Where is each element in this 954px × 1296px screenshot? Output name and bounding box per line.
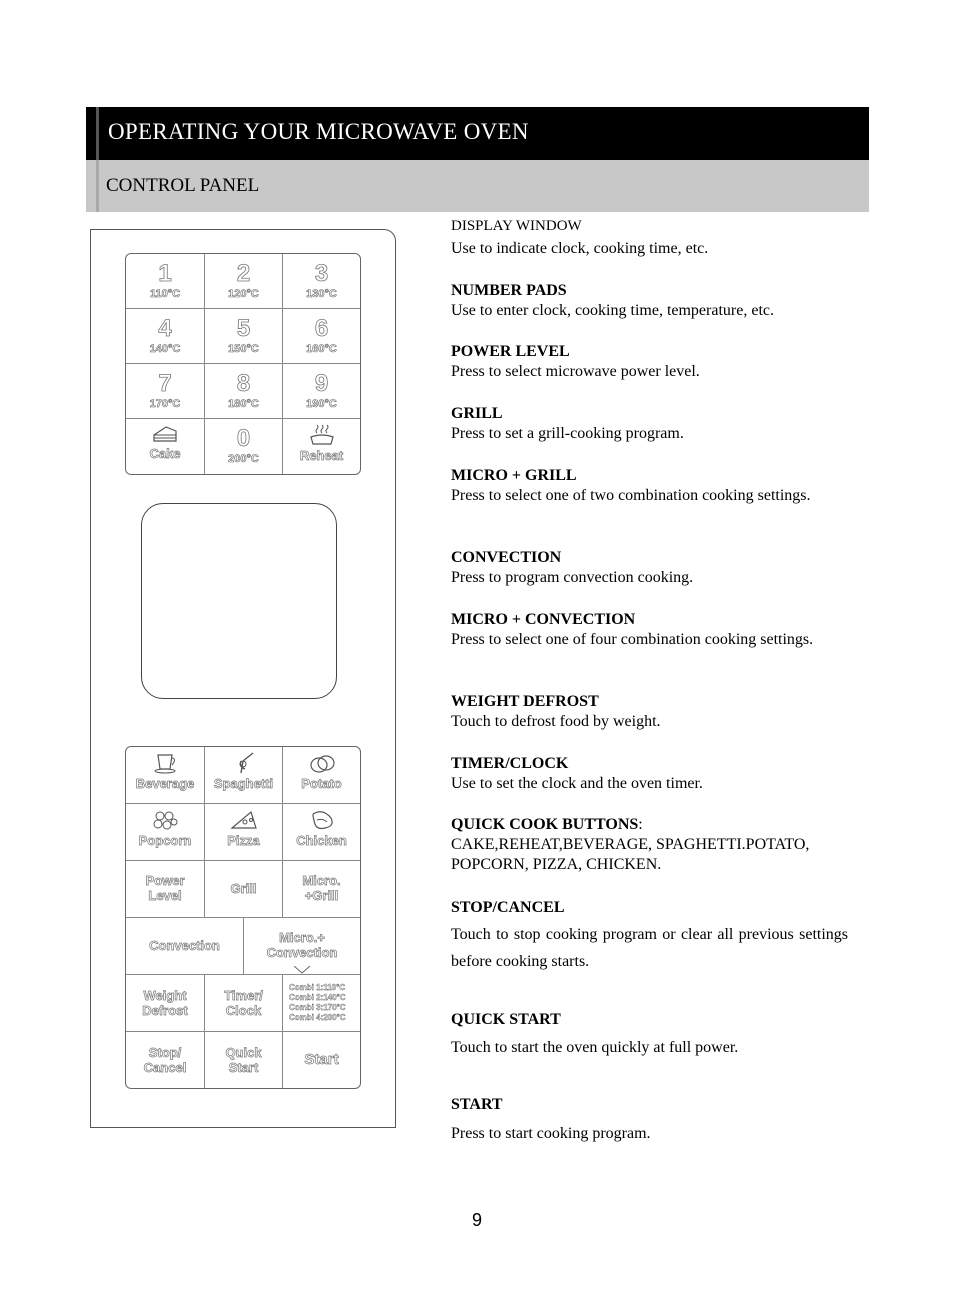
pad-number: 5: [236, 315, 251, 342]
function-button-grid: [125, 746, 361, 1089]
number-pad-9[interactable]: [283, 364, 360, 419]
pad-number: 6: [314, 315, 329, 342]
desc-title: WEIGHT DEFROST: [451, 693, 599, 710]
desc-text: Press to start cooking program.: [451, 1125, 651, 1142]
stop-cancel-label-2: Cancel: [143, 1060, 187, 1075]
beverage-button[interactable]: [126, 747, 205, 804]
desc-title: GRILL: [451, 405, 503, 422]
cake-label: Cake: [149, 446, 181, 461]
stop-cancel-label-1: Stop/: [148, 1045, 182, 1060]
number-pad-0[interactable]: [205, 419, 283, 474]
desc-micro-convection: [451, 610, 848, 650]
desc-text: Touch to start the oven quickly at full power.: [451, 1039, 739, 1056]
micro-convection-label-2: Convection: [266, 945, 338, 960]
pad-temperature: 170°C: [149, 398, 181, 410]
pad-number: 8: [236, 370, 251, 397]
popcorn-icon: [150, 808, 180, 832]
desc-grill: [451, 404, 848, 444]
desc-title: QUICK COOK BUTTONS: [451, 816, 639, 833]
combi-setting-4: Combi 4:200°C: [289, 1013, 346, 1022]
pizza-label: Pizza: [227, 833, 260, 848]
desc-title: MICRO + GRILL: [451, 467, 577, 484]
popcorn-label: Popcorn: [138, 833, 192, 848]
timer-clock-label-1: Timer/: [224, 988, 263, 1003]
timer-clock-label-2: Clock: [225, 1003, 262, 1018]
page-number: 9: [471, 1210, 482, 1230]
number-pad-grid: [125, 253, 361, 475]
fork-icon: [229, 751, 259, 775]
desc-title: MICRO + CONVECTION: [451, 611, 636, 628]
page-title: OPERATING YOUR MICROWAVE OVEN: [108, 119, 529, 144]
popcorn-button[interactable]: [126, 804, 205, 861]
weight-defrost-label-2: Defrost: [142, 1003, 188, 1018]
pad-temperature: 150°C: [228, 343, 259, 355]
chicken-label: Chicken: [296, 833, 347, 848]
pad-temperature: 110°C: [149, 288, 181, 300]
number-pad-7[interactable]: [126, 364, 205, 419]
desc-convection: [451, 548, 848, 588]
spaghetti-button[interactable]: [205, 747, 283, 804]
desc-title: NUMBER PADS: [451, 282, 567, 299]
desc-text: Use to enter clock, cooking time, temperature, etc.: [451, 302, 774, 319]
pad-temperature: 190°C: [306, 398, 337, 410]
weight-defrost-label-1: Weight: [143, 988, 187, 1003]
desc-weight-defrost: [451, 692, 848, 732]
subsection-header: [86, 160, 869, 212]
desc-title: START: [451, 1096, 503, 1113]
pad-temperature: 140°C: [149, 343, 181, 355]
micro-grill-label-2: +Grill: [304, 888, 339, 903]
micro-convection-label-1: Micro.+: [279, 930, 325, 945]
reheat-label: Reheat: [299, 448, 344, 463]
pad-temperature: 130°C: [306, 288, 337, 300]
timer-clock-button[interactable]: [205, 975, 283, 1032]
convection-label: Convection: [149, 938, 220, 953]
desc-power-level: [451, 342, 848, 382]
desc-title: TIMER/CLOCK: [451, 755, 569, 772]
combi-setting-2: Combi 2:140°C: [289, 993, 346, 1002]
reheat-button[interactable]: [283, 419, 360, 474]
pad-number: 2: [236, 260, 251, 287]
weight-defrost-button[interactable]: [126, 975, 205, 1032]
desc-text: Press to set a grill-cooking program.: [451, 425, 684, 442]
desc-text: Use to indicate clock, cooking time, etc.: [451, 240, 709, 257]
number-pad-2[interactable]: [205, 254, 283, 309]
desc-title: POWER LEVEL: [451, 343, 570, 360]
grill-button[interactable]: [205, 861, 283, 918]
pad-temperature: 180°C: [228, 398, 259, 410]
subheader-accent-bar: [96, 160, 99, 212]
pad-number: 3: [314, 260, 329, 287]
combi-setting-1: Combi 1:110°C: [289, 983, 346, 992]
desc-number-pads: [451, 281, 848, 321]
pizza-icon: [229, 808, 259, 832]
desc-display-window: [451, 216, 848, 259]
spaghetti-label: Spaghetti: [213, 776, 274, 791]
display-window: [141, 503, 337, 699]
combi-settings-panel: [283, 975, 360, 1032]
desc-text: Touch to stop cooking program or clear all previous settings before cooking starts.: [451, 926, 848, 970]
pad-number: 4: [158, 315, 172, 342]
desc-title: CONVECTION: [451, 549, 562, 566]
number-pad-1[interactable]: [126, 254, 205, 309]
desc-quick-start: [451, 1010, 848, 1058]
power-level-button[interactable]: [126, 861, 205, 918]
convection-button[interactable]: [126, 918, 244, 975]
header-accent-bar: [96, 107, 99, 160]
desc-text: CAKE,REHEAT,BEVERAGE, SPAGHETTI.POTATO, POPCORN, PIZZA, CHICKEN.: [451, 836, 810, 873]
pad-temperature: 200°C: [228, 453, 259, 465]
stop-cancel-button[interactable]: [126, 1032, 205, 1088]
desc-text: Press to select microwave power level.: [451, 363, 700, 380]
chicken-icon: [307, 808, 337, 832]
desc-title: DISPLAY WINDOW: [451, 218, 582, 234]
potato-icon: [307, 751, 337, 775]
desc-text: Press to select one of four combination cooking settings.: [451, 631, 814, 648]
micro-grill-button[interactable]: [283, 861, 360, 918]
desc-stop-cancel: [451, 898, 848, 975]
cake-icon: [150, 423, 180, 445]
section-header: [86, 107, 869, 160]
quick-start-label-1: Quick: [225, 1045, 262, 1060]
number-pad-6[interactable]: [283, 309, 360, 364]
power-level-label-1: Power: [145, 873, 185, 888]
cake-button[interactable]: [126, 419, 205, 474]
desc-timer-clock: [451, 754, 848, 794]
potato-button[interactable]: [283, 747, 360, 804]
combi-setting-3: Combi 3:170°C: [289, 1003, 346, 1012]
micro-grill-label-1: Micro.: [302, 873, 341, 888]
pointer-arrow-icon: [294, 966, 310, 974]
pad-temperature: 160°C: [306, 343, 337, 355]
potato-label: Potato: [301, 776, 342, 791]
number-pad-8[interactable]: [205, 364, 283, 419]
cup-icon: [150, 751, 180, 775]
number-pad-3[interactable]: [283, 254, 360, 309]
quick-start-label-2: Start: [228, 1060, 259, 1075]
pad-temperature: 120°C: [228, 288, 259, 300]
page-subtitle: CONTROL PANEL: [106, 175, 260, 196]
pad-number: 7: [158, 370, 172, 397]
pad-number: 9: [314, 370, 329, 397]
desc-title: STOP/CANCEL: [451, 899, 565, 916]
desc-micro-grill: [451, 466, 848, 506]
desc-text: Use to set the clock and the oven timer.: [451, 775, 703, 792]
grill-label: Grill: [230, 881, 257, 896]
quick-start-button[interactable]: [205, 1032, 283, 1088]
pad-number: 0: [236, 425, 251, 452]
desc-text: Press to program convection cooking.: [451, 569, 694, 586]
desc-start: [451, 1095, 848, 1144]
desc-quick-cook: [451, 815, 861, 875]
start-button[interactable]: [283, 1032, 360, 1088]
desc-text: Press to select one of two combination cooking settings.: [451, 487, 811, 504]
beverage-label: Beverage: [135, 776, 195, 791]
number-pad-5[interactable]: [205, 309, 283, 364]
desc-text: Touch to defrost food by weight.: [451, 713, 661, 730]
start-label: Start: [304, 1051, 339, 1068]
desc-title: QUICK START: [451, 1011, 561, 1028]
number-pad-4[interactable]: [126, 309, 205, 364]
desc-title-colon: :: [638, 816, 643, 833]
power-level-label-2: Level: [148, 888, 182, 903]
pizza-button[interactable]: [205, 804, 283, 861]
micro-convection-button[interactable]: [244, 918, 360, 975]
chicken-button[interactable]: [283, 804, 360, 861]
reheat-icon: [307, 423, 337, 447]
pad-number: 1: [158, 260, 172, 287]
